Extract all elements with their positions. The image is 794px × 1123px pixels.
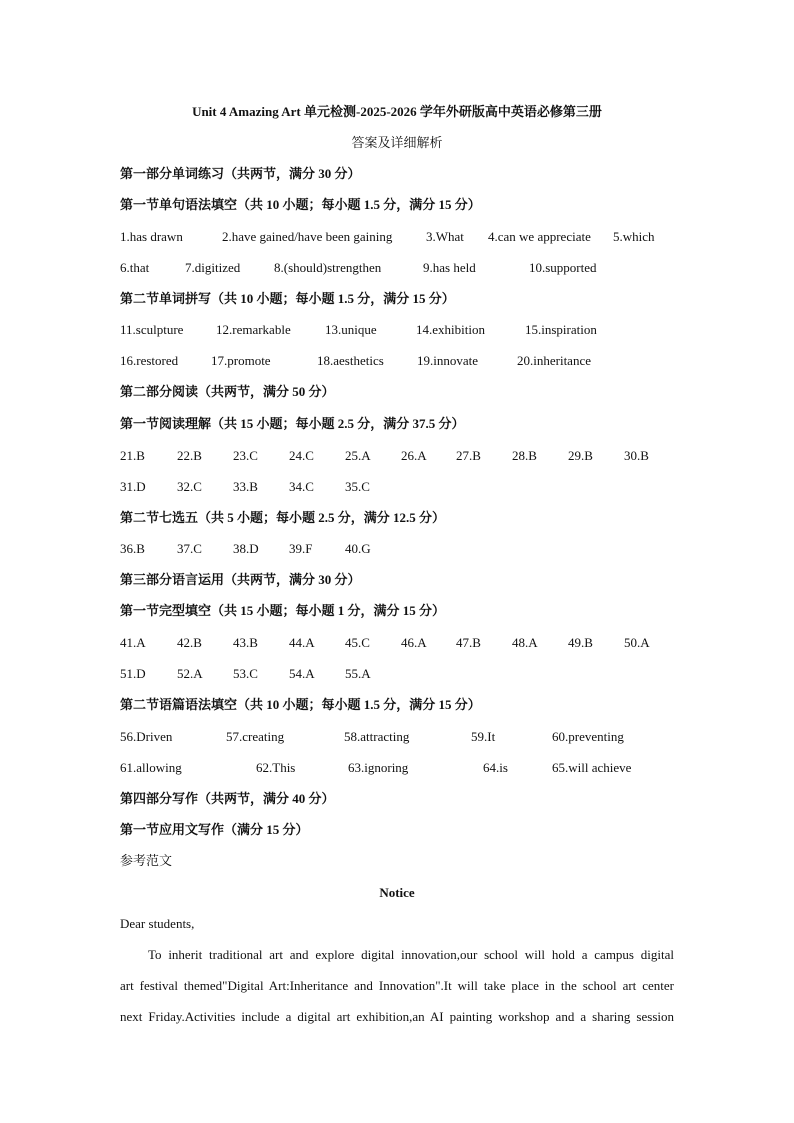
answer: 50.A [624,635,650,650]
greeting: Dear students, [120,916,195,931]
answer: 57.creating [226,729,285,744]
answer: 56.Driven [120,729,173,744]
answer: 25.A [345,448,371,463]
answer: 65.will achieve [552,760,632,775]
answer: 45.C [345,635,370,650]
answer: 42.B [177,635,202,650]
answer: 60.preventing [552,729,624,744]
part3-heading: 第三部分语言运用（共两节，满分 30 分） [120,572,361,587]
answer: 16.restored [120,353,179,368]
answer: 44.A [289,635,315,650]
answer: 11.sculpture [120,322,184,337]
answer: 32.C [177,479,202,494]
answer: 3.What [426,229,464,244]
answer: 38.D [233,541,259,556]
answer: 27.B [456,448,481,463]
answer: 7.digitized [185,260,241,275]
answer: 22.B [177,448,202,463]
answer: 19.innovate [417,353,479,368]
answer: 49.B [568,635,593,650]
answer: 12.remarkable [216,322,291,337]
answer: 2.have gained/have been gaining [222,229,393,244]
part4-sec1-heading: 第一节应用文写作（满分 15 分） [120,822,309,837]
answer: 58.attracting [344,729,410,744]
answer: 39.F [289,541,313,556]
body-line-1: To inherit traditional art and explore digital innovation,our school will hold a campus digital [148,947,674,962]
answer: 8.(should)strengthen [274,260,382,275]
answer: 30.B [624,448,649,463]
answer: 46.A [401,635,427,650]
part1-sec1-heading: 第一节单句语法填空（共 10 小题；每小题 1.5 分，满分 15 分） [120,197,481,212]
answer: 35.C [345,479,370,494]
answer: 51.D [120,666,146,681]
answer: 21.B [120,448,145,463]
part2-sec1-heading: 第一节阅读理解（共 15 小题；每小题 2.5 分，满分 37.5 分） [120,416,465,431]
answer: 34.C [289,479,314,494]
answer: 26.A [401,448,427,463]
answer: 33.B [233,479,258,494]
answer: 4.can we appreciate [488,229,591,244]
part2-sec2-heading: 第二节七选五（共 5 小题；每小题 2.5 分，满分 12.5 分） [120,510,446,525]
answer: 36.B [120,541,145,556]
answer: 31.D [120,479,146,494]
answer: 48.A [512,635,538,650]
answer: 13.unique [325,322,377,337]
part3-sec2-heading: 第二节语篇语法填空（共 10 小题；每小题 1.5 分，满分 15 分） [120,697,481,712]
answer: 10.supported [529,260,597,275]
part4-heading: 第四部分写作（共两节，满分 40 分） [120,791,335,806]
answer: 59.It [471,729,496,744]
answer: 20.inheritance [517,353,591,368]
answer: 61.allowing [120,760,182,775]
notice-title: Notice [379,885,415,900]
answer: 54.A [289,666,315,681]
answer: 63.ignoring [348,760,409,775]
part1-sec2-heading: 第二节单词拼写（共 10 小题；每小题 1.5 分，满分 15 分） [120,291,455,306]
part3-sec1-heading: 第一节完型填空（共 15 小题；每小题 1 分，满分 15 分） [120,603,446,618]
answer: 9.has held [423,260,476,275]
body-line-2: art festival themed"Digital Art:Inheritance and Innovation".It will take place in the school art center [120,978,674,993]
answer: 53.C [233,666,258,681]
answer: 43.B [233,635,258,650]
answer: 62.This [256,760,296,775]
answer: 40.G [345,541,371,556]
answer: 37.C [177,541,202,556]
answer: 15.inspiration [525,322,597,337]
answer: 17.promote [211,353,271,368]
answer: 23.C [233,448,258,463]
answer: 18.aesthetics [317,353,384,368]
part2-heading: 第二部分阅读（共两节，满分 50 分） [120,384,335,399]
answer: 64.is [483,760,508,775]
answer: 29.B [568,448,593,463]
document-subtitle: 答案及详细解析 [351,135,443,150]
answer: 28.B [512,448,537,463]
answer: 1.has drawn [120,229,183,244]
answer: 14.exhibition [416,322,485,337]
document-title: Unit 4 Amazing Art 单元检测-2025-2026 学年外研版高中英语必修第三册 [192,104,602,119]
answer: 5.which [613,229,655,244]
part1-heading: 第一部分单词练习（共两节，满分 30 分） [120,166,361,181]
answer: 52.A [177,666,203,681]
body-line-3: next Friday.Activities include a digital art exhibition,an AI painting workshop and a sharing session [120,1009,674,1024]
answer: 47.B [456,635,481,650]
answer: 55.A [345,666,371,681]
answer: 41.A [120,635,146,650]
reference-label: 参考范文 [120,853,173,868]
answer: 6.that [120,260,150,275]
answer: 24.C [289,448,314,463]
